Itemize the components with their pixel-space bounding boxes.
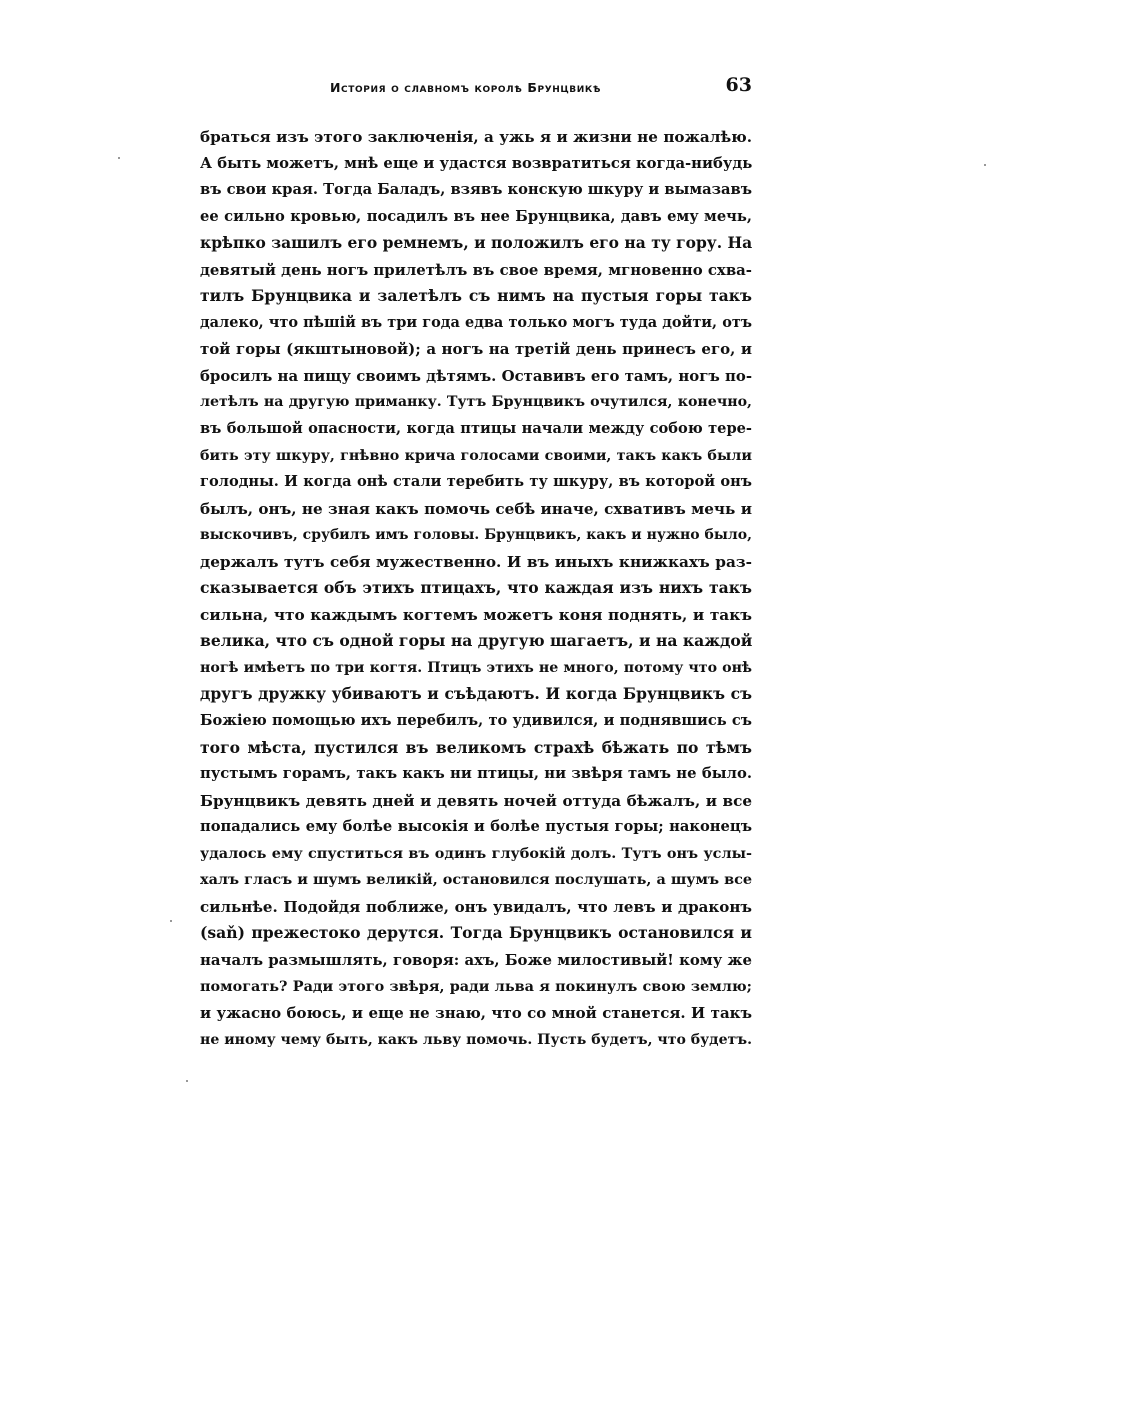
text-line: бить эту шкуру, гнѣвно крича голосами своими, такъ какъ были bbox=[200, 447, 752, 464]
text-line: удалось ему спуститься въ одинъ глубокій долъ. Тутъ онъ услы- bbox=[200, 844, 752, 862]
text-line: браться изъ этого заключенія, а ужь я и жизни не пожалѣю. bbox=[200, 128, 752, 146]
text-line: сильнѣе. Подойдя поближе, онъ увидалъ, что левъ и драконъ bbox=[200, 897, 752, 916]
text-line: въ свои края. Тогда Баладъ, взявъ конскую шкуру и вымазавъ bbox=[200, 181, 752, 199]
running-head bbox=[200, 74, 752, 102]
text-line: помогать? Ради этого звѣря, ради льва я покинулъ свою землю; bbox=[200, 977, 752, 995]
text-line: летѣлъ на другую приманку. Тутъ Брунцвикъ очутился, конечно, bbox=[200, 394, 752, 411]
text-line: началъ размышлять, говоря: ахъ, Боже милостивый! кому же bbox=[200, 950, 752, 969]
text-line: въ большой опасности, когда птицы начали между собою тере- bbox=[200, 420, 752, 438]
text-line: ногѣ имѣетъ по три когтя. Птицъ этихъ не много, потому что онѣ bbox=[200, 659, 752, 676]
body-text bbox=[200, 124, 752, 1053]
text-line: сильна, что каждымъ когтемъ можетъ коня поднять, и такъ bbox=[200, 605, 752, 624]
text-line: того мѣста, пустился въ великомъ страхѣ бѣжать по тѣмъ bbox=[200, 737, 752, 757]
text-line: попадались ему болѣе высокія и болѣе пустыя горы; наконецъ bbox=[200, 818, 752, 836]
text-line: (saň) прежестоко дерутся. Тогда Брунцвикъ остановился и bbox=[200, 923, 752, 943]
text-line: девятый день ногъ прилетѣлъ въ свое время, мгновенно схва- bbox=[200, 260, 752, 279]
text-line: той горы (якштыновой); а ногъ на третій день принесъ его, и bbox=[200, 340, 752, 359]
text-line: велика, что съ одной горы на другую шагаетъ, и на каждой bbox=[200, 631, 753, 651]
text-line: не иному чему быть, какъ льву помочь. Пусть будетъ, что будетъ. bbox=[200, 1031, 752, 1048]
scan-speck bbox=[186, 1080, 188, 1082]
text-line: другъ дружку убиваютъ и съѣдаютъ. И когда Брунцвикъ съ bbox=[200, 684, 752, 704]
text-line: далеко, что пѣшій въ три года едва только могъ туда дойти, отъ bbox=[200, 313, 752, 331]
text-line: и ужасно боюсь, и еще не знаю, что со мной станется. И такъ bbox=[200, 1004, 752, 1023]
text-line: Брунцвикъ девять дней и девять ночей оттуда бѣжалъ, и все bbox=[200, 791, 752, 810]
scan-speck bbox=[170, 920, 172, 922]
text-line: бросилъ на пищу своимъ дѣтямъ. Оставивъ его тамъ, ногъ по- bbox=[200, 366, 752, 385]
text-line: крѣпко зашилъ его ремнемъ, и положилъ его на ту гору. На bbox=[200, 233, 753, 253]
text-line: пустымъ горамъ, такъ какъ ни птицы, ни звѣря тамъ не было. bbox=[200, 765, 752, 783]
scan-speck bbox=[984, 164, 986, 166]
page-number: 63 bbox=[725, 74, 752, 96]
text-line: былъ, онъ, не зная какъ помочь себѣ иначе, схвативъ мечь и bbox=[200, 499, 752, 518]
text-line: сказывается объ этихъ птицахъ, что каждая изъ нихъ такъ bbox=[200, 578, 752, 598]
text-line: держалъ тутъ себя мужественно. И въ иныхъ книжкахъ раз- bbox=[200, 552, 752, 571]
running-title: История о славномъ королѣ Брунцвикѣ bbox=[330, 80, 602, 95]
scan-speck bbox=[118, 157, 120, 159]
text-line: Божіею помощью ихъ перебилъ, то удивился, и поднявшись съ bbox=[200, 712, 752, 730]
text-line: А быть можетъ, мнѣ еще и удастся возвратиться когда-нибудь bbox=[200, 154, 753, 172]
text-line: выскочивъ, срубилъ имъ головы. Брунцвикъ, какъ и нужно было, bbox=[200, 527, 752, 544]
text-line: ее сильно кровью, посадилъ въ нее Брунцвика, давъ ему мечь, bbox=[200, 207, 752, 225]
text-line: халъ гласъ и шумъ великій, остановился послушать, а шумъ все bbox=[200, 871, 752, 889]
text-line: голодны. И когда онѣ стали теребить ту шкуру, въ которой онъ bbox=[200, 473, 752, 491]
text-line: тилъ Брунцвика и залетѣлъ съ нимъ на пустыя горы такъ bbox=[200, 286, 752, 306]
